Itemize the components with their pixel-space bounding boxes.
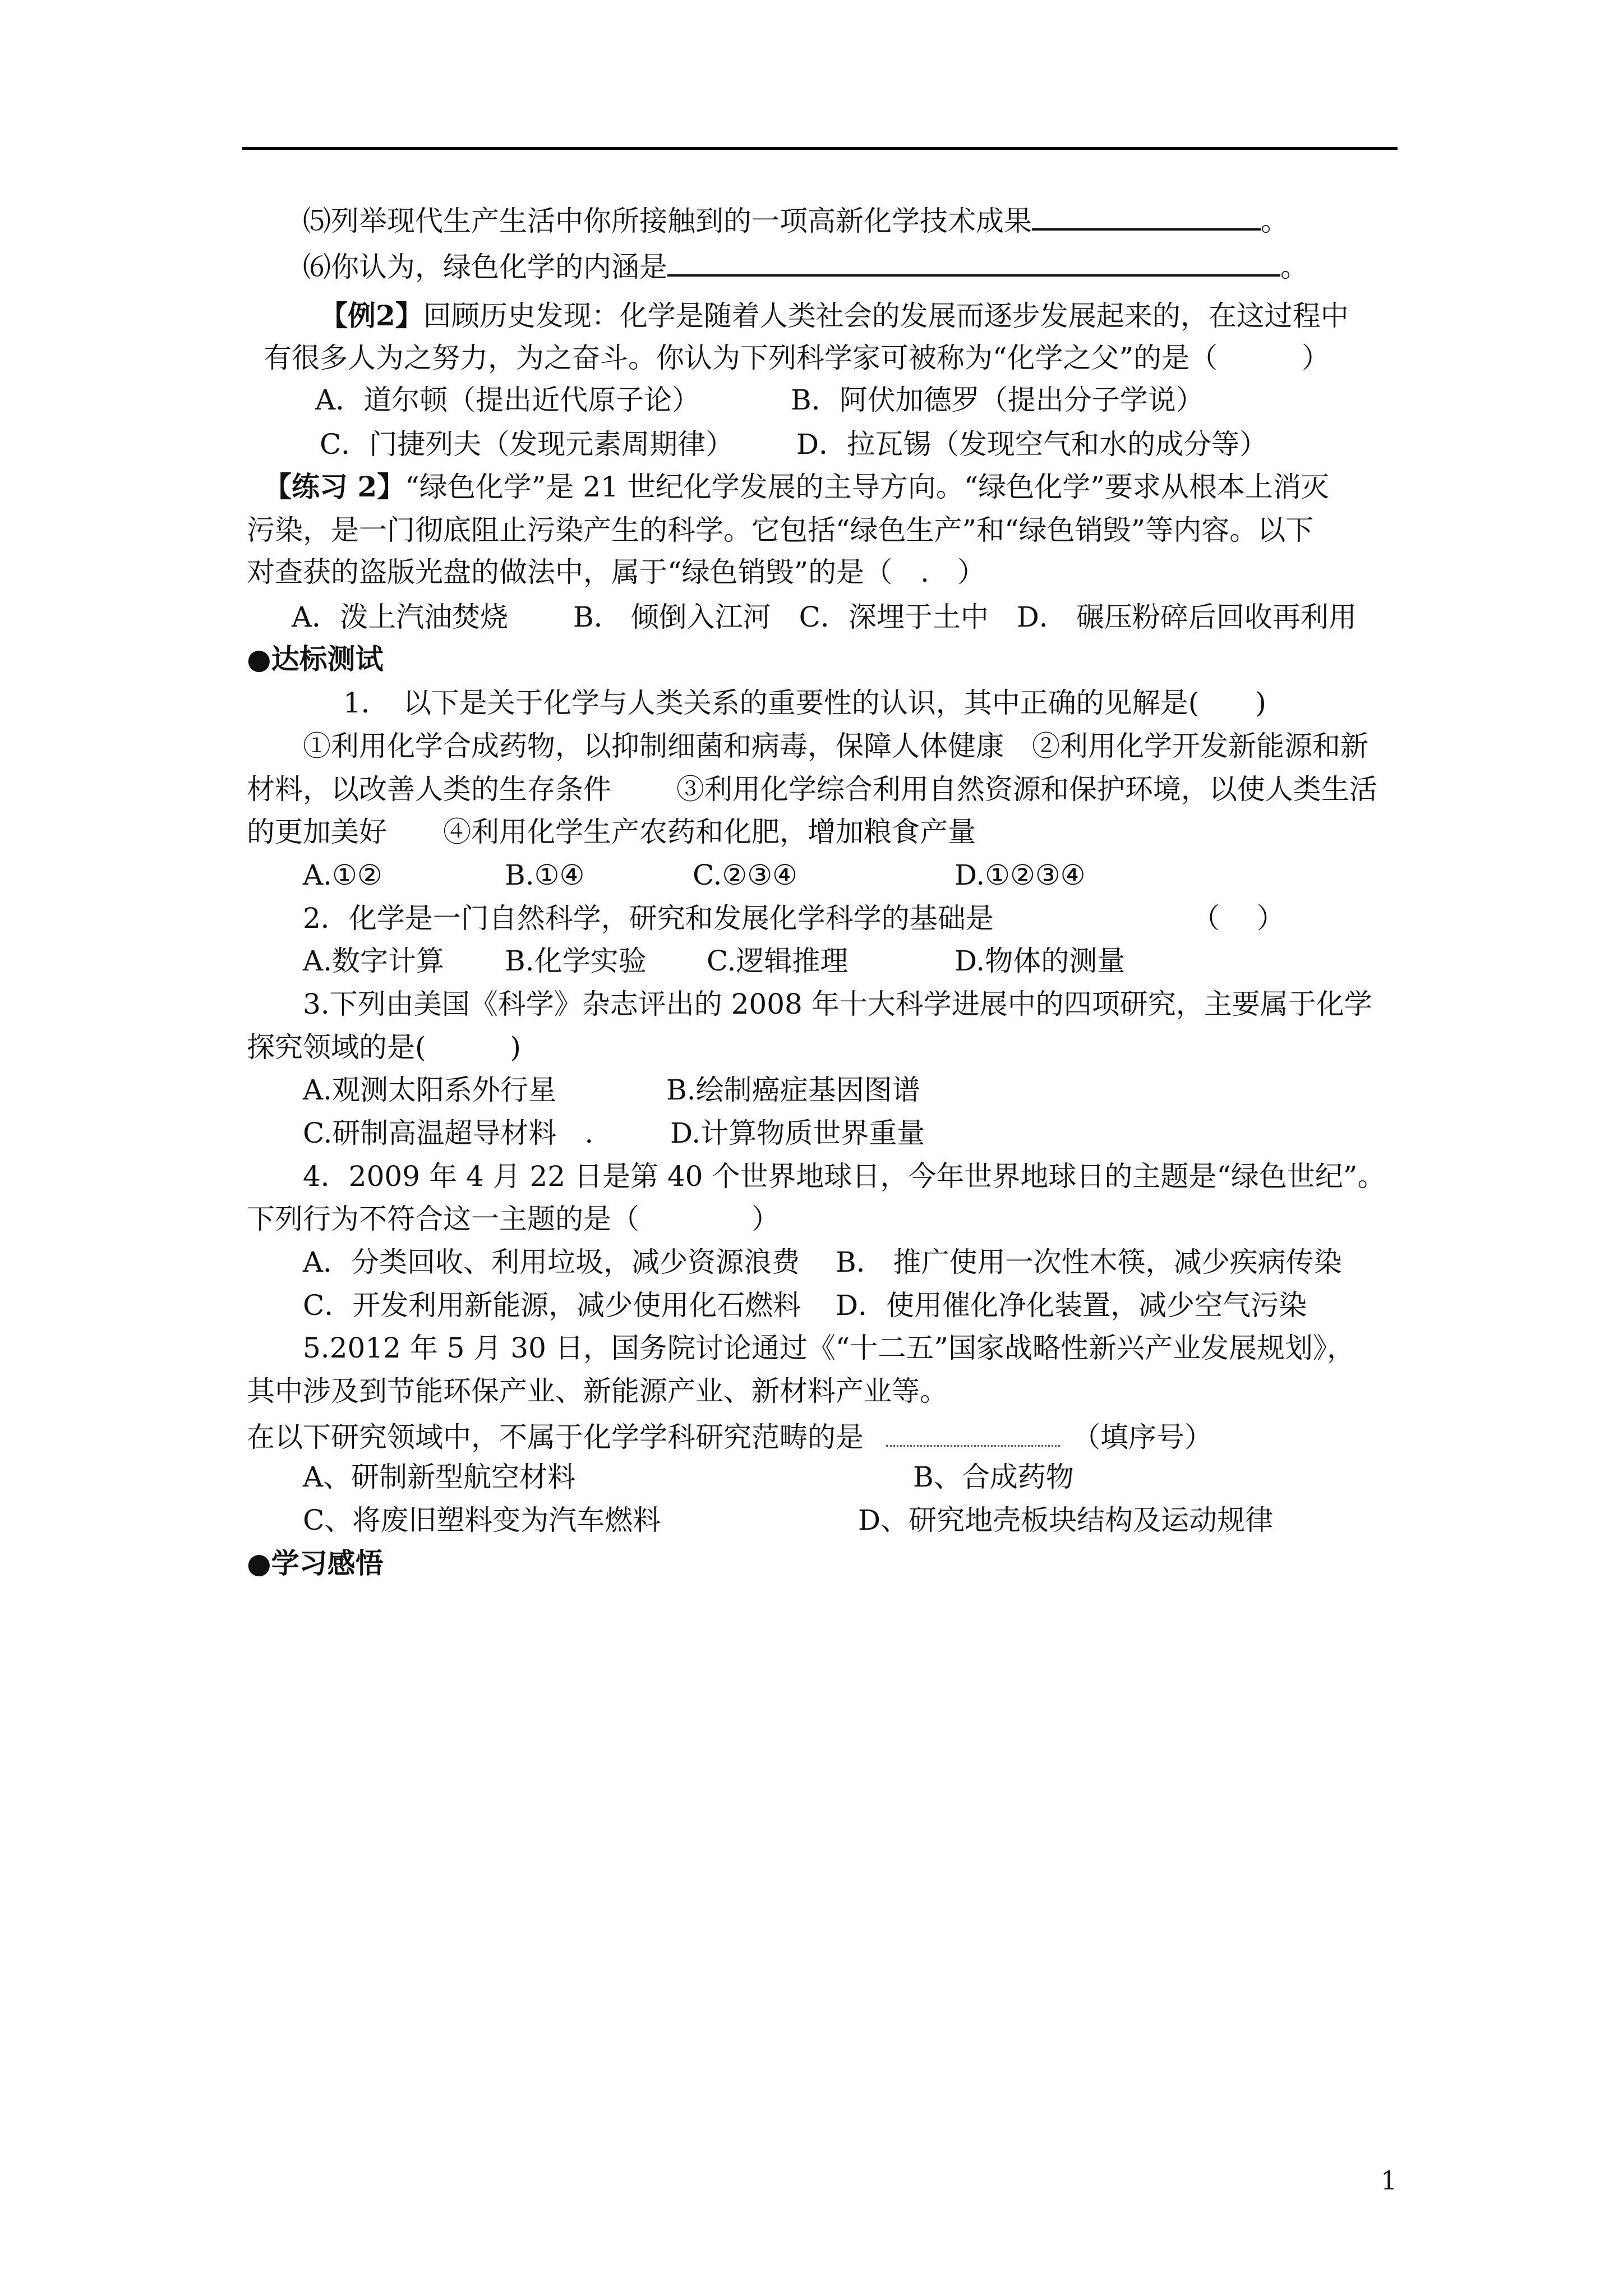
test-2-option-d: D.物体的测量 xyxy=(955,945,1126,977)
practice-2-options: A．泼上汽油焚烧 B． 倾倒入江河 C．深埋于土中 D． 碾压粉碎后回收再利用 xyxy=(292,601,1357,633)
test-1-option-b: B.①④ xyxy=(505,859,585,891)
test-1-option-c: C.②③④ xyxy=(693,859,797,891)
practice-2-line3: 对查获的盗版光盘的做法中，属于“绿色销毁”的是（ . ） xyxy=(247,556,986,588)
test-3-line1: 3.下列由美国《科学》杂志评出的 2008 年十大科学进展中的四项研究，主要属于化学 xyxy=(303,988,1372,1020)
example-2-line2: 有很多人为之努力，为之奋斗。你认为下列科学家可被称为“化学之父”的是（ ） xyxy=(264,342,1330,374)
test-5-option-b: B、合成药物 xyxy=(913,1461,1074,1493)
test-3-line2: 探究领域的是( ) xyxy=(247,1031,522,1064)
test-4-option-c: C．开发利用新能源，减少使用化石燃料 xyxy=(303,1289,801,1322)
test-1-line3: 的更加美好 ④利用化学生产农药和化肥，增加粮食产量 xyxy=(247,816,976,848)
question-6: ⑹你认为，绿色化学的内涵是 。 xyxy=(303,251,1308,283)
test-2-option-a: A.数字计算 xyxy=(303,945,445,977)
test-2-option-b: B.化学实验 xyxy=(505,945,647,977)
test-4-line1: 4．2009 年 4 月 22 日是第 40 个世界地球日，今年世界地球日的主题是“绿色世纪”。 xyxy=(303,1160,1386,1193)
question-5-text: ⑸列举现代生产生活中你所接触到的一项高新化学技术成果 xyxy=(303,205,1032,237)
example-2-line1: 【例2】回顾历史发现：化学是随着人类社会的发展而逐步发展起来的，在这过程中 xyxy=(320,299,1349,332)
section-heading-test: ●达标测试 xyxy=(247,642,384,675)
answer-blank-test-5[interactable] xyxy=(886,1420,1060,1447)
test-5-option-d: D、研究地壳板块结构及运动规律 xyxy=(858,1504,1274,1536)
test-2-paren: （ ） xyxy=(1192,902,1285,935)
test-3-option-b: B.绘制癌症基因图谱 xyxy=(666,1074,920,1106)
test-5-line2: 其中涉及到节能环保产业、新能源产业、新材料产业等。 xyxy=(247,1375,948,1407)
test-1-stem: 1． 以下是关于化学与人类关系的重要性的认识，其中正确的见解是( ) xyxy=(343,687,1266,719)
test-3-option-d: D.计算物质世界重量 xyxy=(670,1117,925,1149)
test-4-option-a: A．分类回收、利用垃圾，减少资源浪费 xyxy=(303,1246,800,1278)
practice-2-line2: 污染，是一门彻底阻止污染产生的科学。它包括“绿色生产”和“绿色销毁”等内容。以下 xyxy=(247,514,1314,546)
test-1-line1: ①利用化学合成药物，以抑制细菌和病毒，保障人体健康 ②利用化学开发新能源和新 xyxy=(303,730,1368,762)
practice-2-line1: 【练习 2】“绿色化学”是 21 世纪化学发展的主导方向。“绿色化学”要求从根本上消灭 xyxy=(264,470,1329,503)
header-rule xyxy=(242,147,1398,150)
test-5-option-a: A、研制新型航空材料 xyxy=(303,1461,576,1493)
test-2-stem: 2．化学是一门自然科学，研究和发展化学科学的基础是 xyxy=(303,902,994,935)
answer-blank-6[interactable] xyxy=(667,250,1280,277)
test-5-line3: 在以下研究领域中，不属于化学学科研究范畴的是 （填序号） xyxy=(247,1421,1212,1453)
example-2-option-c: C．门捷列夫（发现元素周期律） xyxy=(320,428,734,461)
test-1-option-d: D.①②③④ xyxy=(955,859,1086,891)
test-5-option-c: C、将废旧塑料变为汽车燃料 xyxy=(303,1504,661,1536)
test-5-line1: 5.2012 年 5 月 30 日，国务院讨论通过《“十二五”国家战略性新兴产业发展规划》， xyxy=(303,1332,1355,1364)
question-6-text: ⑹你认为，绿色化学的内涵是 xyxy=(303,251,667,283)
test-4-option-d: D．使用催化净化装置，减少空气污染 xyxy=(836,1289,1307,1322)
test-2-option-c: C.逻辑推理 xyxy=(707,945,849,977)
test-4-line2: 下列行为不符合这一主题的是（ ） xyxy=(247,1203,780,1235)
test-3-option-a: A.观测太阳系外行星 xyxy=(303,1074,557,1106)
test-4-option-b: B． 推广使用一次性木筷，减少疾病传染 xyxy=(836,1246,1342,1278)
example-2-option-a: A．道尔顿（提出近代原子论） xyxy=(315,384,700,416)
practice-2-tag: 【练习 2】 xyxy=(264,470,405,503)
answer-blank-5[interactable] xyxy=(1032,204,1261,231)
test-1-option-a: A.①② xyxy=(303,859,382,891)
example-2-option-d: D．拉瓦锡（发现空气和水的成分等） xyxy=(796,428,1268,461)
question-5: ⑸列举现代生产生活中你所接触到的一项高新化学技术成果 。 xyxy=(303,205,1289,237)
example-2-option-b: B．阿伏加德罗（提出分子学说） xyxy=(791,384,1204,416)
test-1-line2: 材料，以改善人类的生存条件 ③利用化学综合利用自然资源和保护环境，以使人类生活 xyxy=(247,773,1377,806)
example-2-tag: 【例2】 xyxy=(320,299,423,332)
page-number: 1 xyxy=(1381,2165,1398,2196)
section-heading-reflection: ●学习感悟 xyxy=(247,1547,384,1580)
test-3-option-c: C.研制高温超导材料 . xyxy=(303,1117,594,1149)
